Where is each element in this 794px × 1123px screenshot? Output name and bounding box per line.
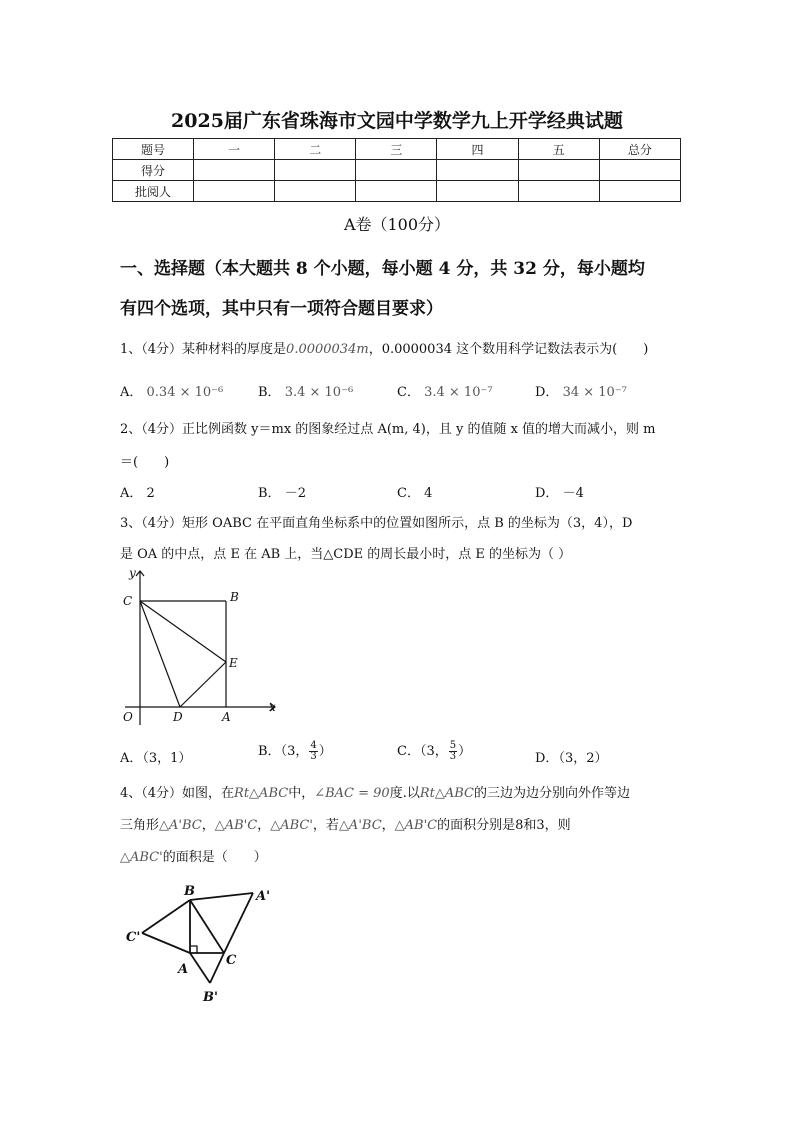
side-c1a (142, 933, 190, 953)
option-a[interactable]: A．（3，1） (120, 751, 192, 766)
question-1 (120, 338, 648, 357)
table-row (113, 181, 681, 202)
page-title: 2025届广东省珠海市文园中学数学九上开学经典试题 (171, 110, 623, 132)
label-y: y (129, 566, 136, 580)
table-cell (518, 160, 599, 181)
table-cell: 题号 (113, 139, 194, 160)
option-b[interactable]: B．（3， $\frac{4}{3}$ ） (258, 740, 332, 762)
table-cell: 批阅人 (113, 181, 194, 202)
table-cell (275, 181, 356, 202)
question-2-cont: ＝( ) (120, 455, 170, 470)
rectangle-figure (115, 565, 285, 730)
question-4-cont2: △ABC'的面积是（ ） (120, 850, 267, 865)
option-a[interactable]: A． 2 (120, 486, 155, 501)
side-bc (190, 900, 224, 953)
label-b-prime: B' (203, 990, 218, 1005)
segment-ce (140, 601, 226, 662)
side-ba1 (190, 893, 253, 900)
section-heading-cont: 有四个选项，其中只有一项符合题目要求） (120, 299, 443, 319)
question-value: 0.0000034m (286, 342, 369, 357)
table-cell (194, 181, 275, 202)
table-cell (518, 181, 599, 202)
option-a[interactable]: A． 0.34 × 10⁻⁶ (120, 385, 224, 400)
label-b: B (230, 590, 239, 604)
table-cell: 得分 (113, 160, 194, 181)
table-cell (194, 160, 275, 181)
table-cell: 总分 (599, 139, 680, 160)
right-angle-mark (190, 946, 197, 953)
label-c: C (123, 594, 133, 608)
label-o: O (123, 710, 133, 724)
label-a-prime: A' (256, 889, 271, 904)
label-d: D (173, 710, 183, 724)
table-cell (275, 160, 356, 181)
side-b1c (210, 953, 224, 983)
table-cell (599, 181, 680, 202)
option-c[interactable]: C． 4 (397, 486, 433, 501)
table-cell: 一 (194, 139, 275, 160)
label-e: E (229, 656, 238, 670)
table-row (113, 160, 681, 181)
question-3-cont: 是 OA 的中点，点 E 在 AB 上，当△CDE 的周长最小时，点 E 的坐标为（ ） (120, 547, 572, 562)
side-a1c (224, 893, 253, 953)
segment-de (180, 662, 226, 707)
volume-heading: A卷（100分） (343, 215, 451, 234)
table-cell (356, 181, 437, 202)
table-cell: 五 (518, 139, 599, 160)
question-text: ，0.0000034 这个数用科学记数法表示为( ) (368, 342, 649, 357)
table-row (113, 139, 681, 160)
label-b: B (184, 884, 195, 899)
option-d[interactable]: D．（3，2） (535, 751, 608, 766)
option-c[interactable]: C．（3， $\frac{5}{3}$ ） (397, 740, 472, 762)
question-text: 1、（4分）某种材料的厚度是 (120, 342, 287, 357)
label-x: x (269, 700, 276, 714)
question-4-cont: 三角形△A'BC，△AB'C，△ABC'，若△A'BC，△AB'C的面积分别是8和3，则 (120, 818, 571, 833)
table-cell: 二 (275, 139, 356, 160)
table-cell (437, 181, 518, 202)
question-3: 3、（4分）矩形 OABC 在平面直角坐标系中的位置如图所示，点 B 的坐标为（3，4），D (120, 516, 633, 531)
table-cell (437, 160, 518, 181)
score-table (112, 138, 681, 202)
option-d[interactable]: D． －4 (535, 486, 584, 501)
label-a: A (222, 710, 231, 724)
triangle-figure (120, 875, 280, 1015)
option-d[interactable]: D． 34 × 10⁻⁷ (535, 385, 627, 400)
option-c[interactable]: C． 3.4 × 10⁻⁷ (397, 385, 493, 400)
table-cell: 四 (437, 139, 518, 160)
section-heading: 一、选择题（本大题共 8 个小题，每小题 4 分，共 32 分，每小题均 (120, 259, 645, 279)
label-c-prime: C' (126, 930, 141, 945)
label-c: C (226, 953, 237, 968)
question-2: 2、（4分）正比例函数 y＝mx 的图象经过点 A(m, 4)，且 y 的值随 x 值的增大而减小，则 m (120, 422, 656, 437)
question-4: 4、（4分）如图，在Rt△ABC中，∠BAC = 90度.以Rt△ABC的三边为边分别向外作等边 (120, 786, 630, 801)
option-b[interactable]: B． 3.4 × 10⁻⁶ (258, 385, 354, 400)
table-cell: 三 (356, 139, 437, 160)
table-cell (599, 160, 680, 181)
table-cell (356, 160, 437, 181)
label-a: A (178, 962, 189, 977)
side-bc1 (142, 900, 190, 933)
side-ab1 (190, 953, 210, 983)
option-b[interactable]: B． －2 (258, 486, 306, 501)
segment-cd (140, 601, 180, 707)
